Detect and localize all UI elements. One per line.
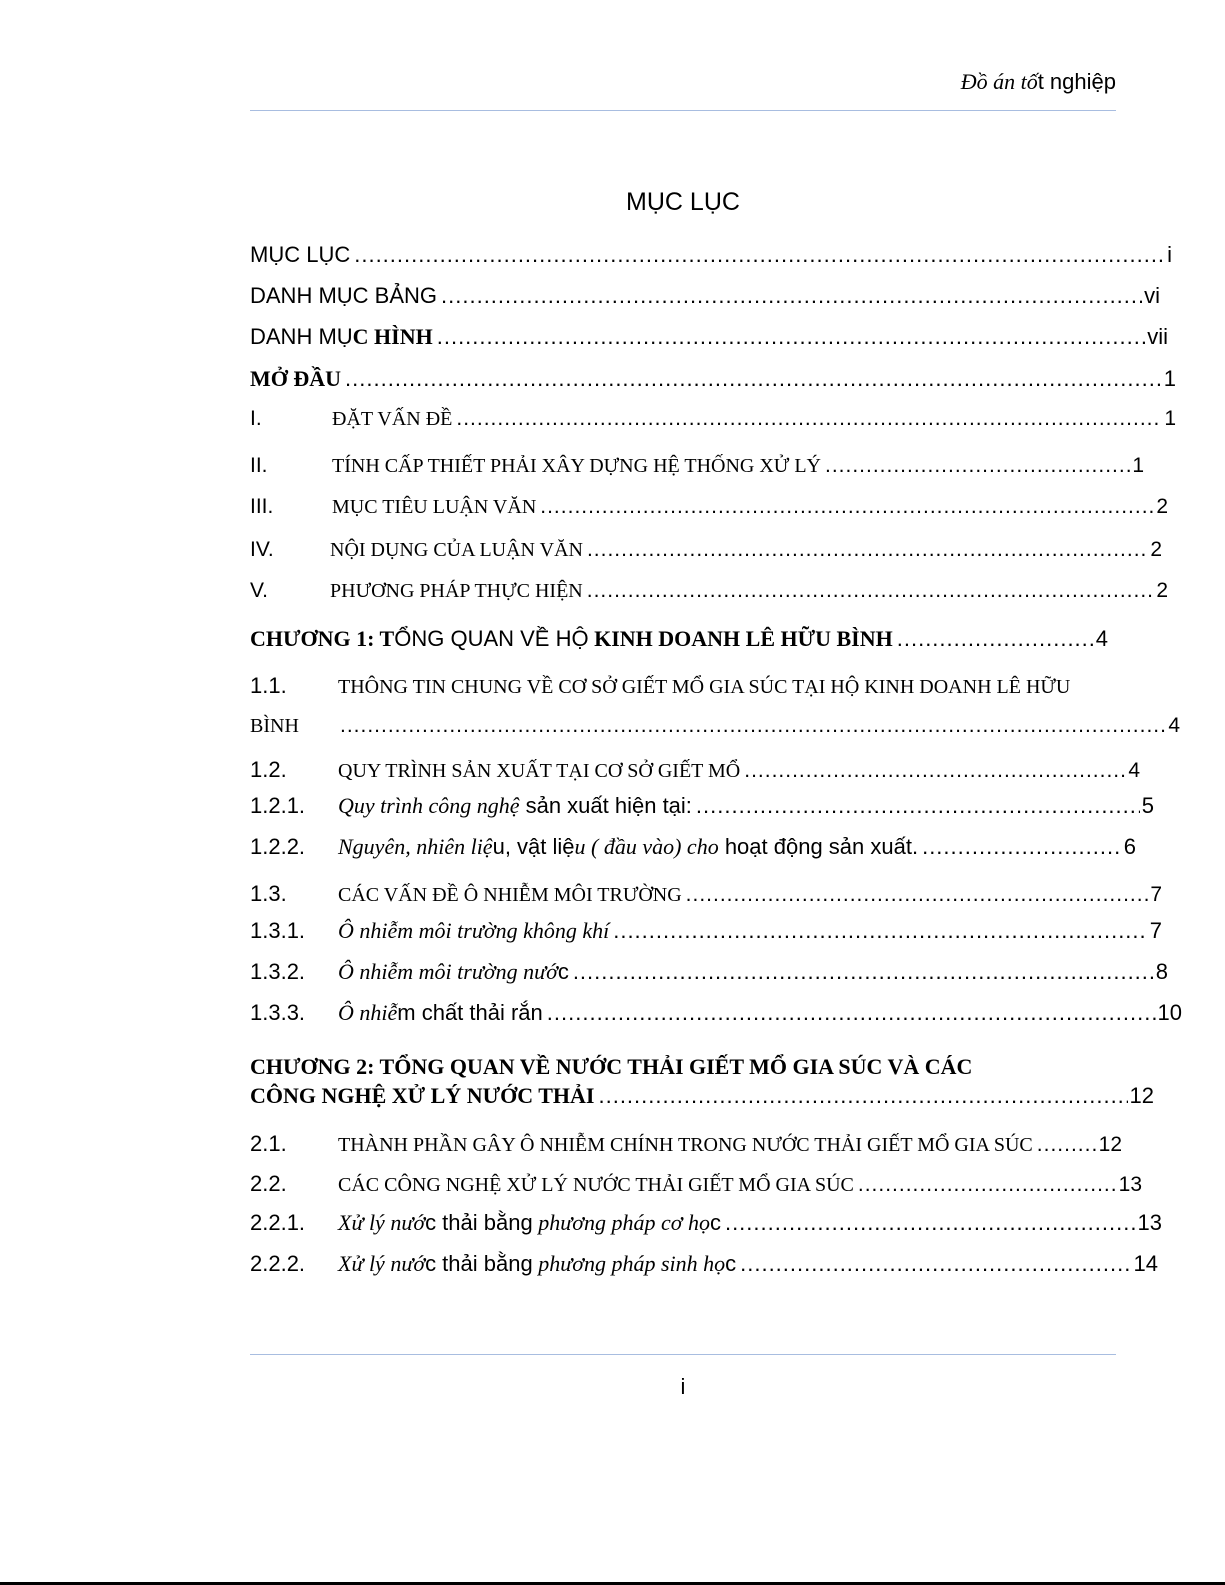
toc-entry-2-1[interactable]: 2.1. THÀNH PHẦN GÂY Ô NHIỄM CHÍNH TRONG NƯỚC THẢI GIẾT MỔ GIA SÚC ..... 12 xyxy=(250,1129,1122,1160)
toc-entry-chuong-2-line1[interactable]: CHƯƠNG 2: TỔNG QUAN VỀ NƯỚC THẢI GIẾT MỔ GIA SÚC VÀ CÁC xyxy=(250,1054,973,1079)
toc-entry-danh-muc-hinh[interactable]: DANH MỤC HÌNH ..... vii xyxy=(250,322,1168,352)
toc-entry-1-2-1[interactable]: 1.2.1. Quy trình công nghệ sản xuất hiện tại: ..... 5 xyxy=(250,791,1154,821)
toc-entry-1-3-3[interactable]: 1.3.3. Ô nhiễm chất thải rắn ..... 10 xyxy=(250,998,1182,1028)
toc-entry-chuong-1[interactable]: CHƯƠNG 1: TỔNG QUAN VỀ HỘ KINH DOANH LÊ HỮU BÌNH ..... 4 xyxy=(250,624,1108,654)
toc-entry-V[interactable]: V. PHƯƠNG PHÁP THỰC HIỆN ..... 2 xyxy=(250,576,1168,606)
toc-entry-2-2[interactable]: 2.2. CÁC CÔNG NGHỆ XỬ LÝ NƯỚC THẢI GIẾT MỔ GIA SÚC ..... 13 xyxy=(250,1169,1142,1200)
toc-entry-1-1-continuation[interactable]: BÌNH ..... 4 xyxy=(250,711,1180,741)
header-italic-part: Đồ án tố xyxy=(960,69,1038,94)
toc-entry-2-2-1[interactable]: 2.2.1. Xử lý nước thải bằng phương pháp cơ học ..... 13 xyxy=(250,1208,1162,1238)
page-number: i xyxy=(680,1374,686,1399)
toc-entry-III[interactable]: III. MỤC TIÊU LUẬN VĂN ..... 2 xyxy=(250,492,1168,522)
toc-entry-1-3[interactable]: 1.3. CÁC VẤN ĐỀ Ô NHIỄM MÔI TRƯỜNG ..... 7 xyxy=(250,879,1162,910)
toc-entry-I[interactable]: I. ĐẶT VẤN ĐỀ ..... 1 xyxy=(250,404,1176,434)
toc-entry-1-1[interactable]: 1.1. THÔNG TIN CHUNG VỀ CƠ SỞ GIẾT MỔ GIA SÚC TẠI HỘ KINH DOANH LÊ HỮU xyxy=(250,673,1071,698)
header-plain-part: t nghiệp xyxy=(1037,69,1116,94)
running-header xyxy=(250,64,1116,100)
toc-entry-2-2-2[interactable]: 2.2.2. Xử lý nước thải bằng phương pháp sinh học ..... 14 xyxy=(250,1249,1158,1279)
toc-entry-IV[interactable]: IV. NỘI DỤNG CỦA LUẬN VĂN ..... 2 xyxy=(250,535,1162,565)
toc-entry-1-2-2[interactable]: 1.2.2. Nguyên, nhiên liệu, vật liệu ( đầu vào) cho hoạt động sản xuất. ..... 6 xyxy=(250,832,1136,862)
toc-entry-danh-muc-bang[interactable]: DANH MỤC BẢNG ..... vi xyxy=(250,281,1160,311)
toc-entry-muc-luc[interactable]: MỤC LỤC ..... i xyxy=(250,240,1172,270)
toc-entry-1-2[interactable]: 1.2. QUY TRÌNH SẢN XUẤT TẠI CƠ SỞ GIẾT MỔ ..... 4 xyxy=(250,755,1140,786)
toc-entry-mo-dau[interactable]: MỞ ĐẦU ..... 1 xyxy=(250,364,1176,394)
header-rule xyxy=(250,110,1116,111)
toc-entry-1-3-2[interactable]: 1.3.2. Ô nhiễm môi trường nước ..... 8 xyxy=(250,957,1168,987)
toc-entry-II[interactable]: II. TÍNH CẤP THIẾT PHẢI XÂY DỰNG HỆ THỐNG XỬ LÝ ..... 1 xyxy=(250,451,1144,481)
toc-entry-chuong-2[interactable]: CÔNG NGHỆ XỬ LÝ NƯỚC THẢI ..... 12 xyxy=(250,1081,1154,1111)
toc-entry-1-3-1[interactable]: 1.3.1. Ô nhiễm môi trường không khí ..... 7 xyxy=(250,916,1162,946)
page-title: MỤC LỤC xyxy=(626,188,740,216)
footer-rule xyxy=(250,1354,1116,1355)
